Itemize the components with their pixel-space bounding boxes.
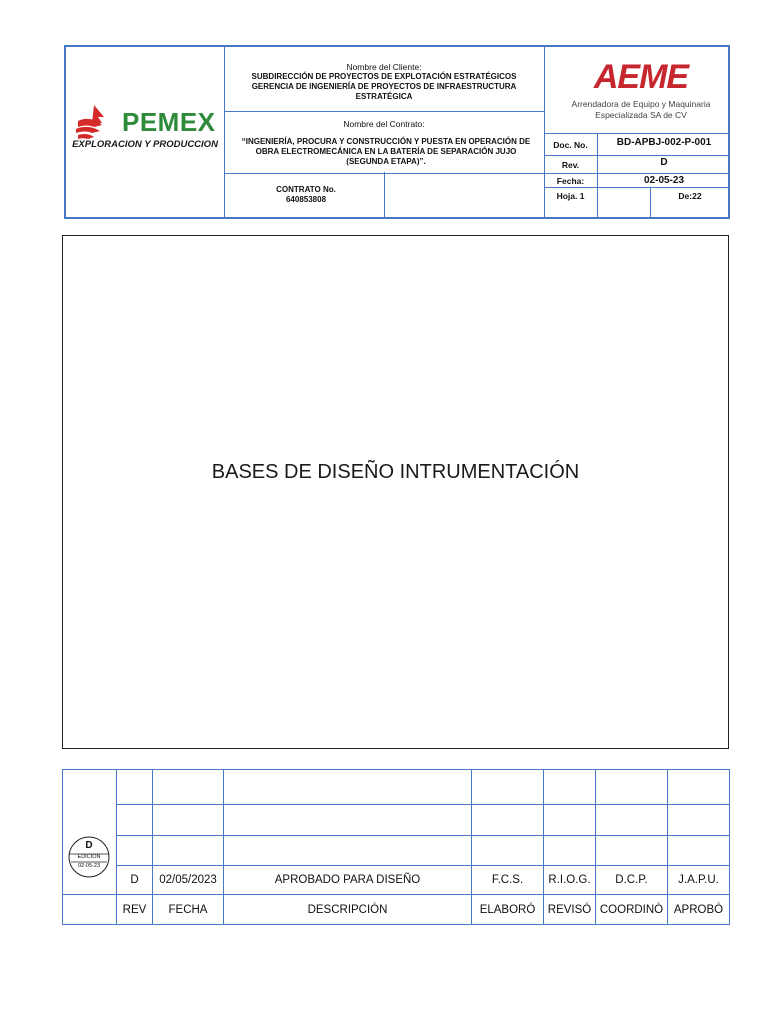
row-elaboro: F.C.S. (491, 874, 524, 886)
de-label: De:22 (678, 191, 702, 201)
doc-no-label: Doc. No. (553, 140, 588, 150)
header-aprobo: APROBÓ (673, 904, 724, 916)
rev-label: Rev. (561, 160, 580, 170)
contract-no-label: CONTRATO No. (276, 185, 336, 194)
header-descripcion: DESCRIPCIÓN (307, 904, 388, 916)
stamp-letter: D (85, 840, 93, 851)
document-header (64, 45, 730, 219)
row-descripcion: APROBADO PARA DISEÑO (274, 874, 421, 886)
pemex-logo (70, 103, 220, 159)
doc-no-value: BD-APBJ-002-P-001 (616, 137, 712, 148)
aeme-line1: Arrendadora de Equipo y Maquinaria (571, 99, 711, 109)
stamp-date: 02-05-23 (77, 863, 101, 869)
contract-no-value: 640853808 (285, 195, 327, 204)
rev-value: D (660, 157, 668, 168)
row-rev: D (130, 874, 139, 886)
aeme-wordmark: AEME (593, 58, 689, 96)
aeme-line2: Especializada SA de CV (595, 110, 687, 120)
client-label: Nombre del Cliente: (346, 62, 422, 72)
stamp-edition: EDICION (77, 854, 101, 860)
pemex-subtitle: EXPLORACION Y PRODUCCION (72, 139, 218, 150)
aeme-logo (556, 57, 726, 127)
edition-stamp (65, 836, 113, 878)
header-reviso: REVISÓ (547, 904, 592, 916)
document-title: BASES DE DISEÑO INTRUMENTACIÓN (211, 461, 580, 483)
contract-label: Nombre del Contrato: (343, 119, 425, 129)
header-fecha: FECHA (168, 904, 208, 916)
revision-table (62, 769, 730, 925)
row-aprobo: J.A.P.U. (678, 874, 719, 886)
header-rev: REV (122, 904, 147, 916)
pemex-eagle-icon (72, 103, 118, 143)
contract-name: “INGENIERÍA, PROCURA Y CONSTRUCCIÓN Y PUESTA EN OPERACIÓN DE OBRA ELECTROMECÁNICA EN LA BATERÍA DE SEPARACIÓN JUJO (SEGUNDA ETAPA)”. (241, 137, 531, 166)
row-reviso: R.I.O.G. (548, 874, 591, 886)
fecha-value: 02-05-23 (643, 175, 685, 186)
pemex-wordmark: PEMEX (122, 107, 216, 137)
client-name: SUBDIRECCIÓN DE PROYECTOS DE EXPLOTACIÓN ESTRATÉGICOS GERENCIA DE INGENIERÍA DE PROYECTOS DE INFRAESTRUCTURA ESTRATÉGICA (251, 72, 517, 101)
row-coordino: D.C.P. (615, 874, 648, 886)
fecha-label: Fecha: (556, 176, 585, 186)
header-elaboro: ELABORÓ (479, 904, 536, 916)
row-fecha: 02/05/2023 (159, 874, 217, 886)
hoja-label: Hoja. 1 (556, 191, 585, 201)
header-coordino: COORDINÓ (599, 904, 664, 916)
title-box (62, 235, 729, 749)
